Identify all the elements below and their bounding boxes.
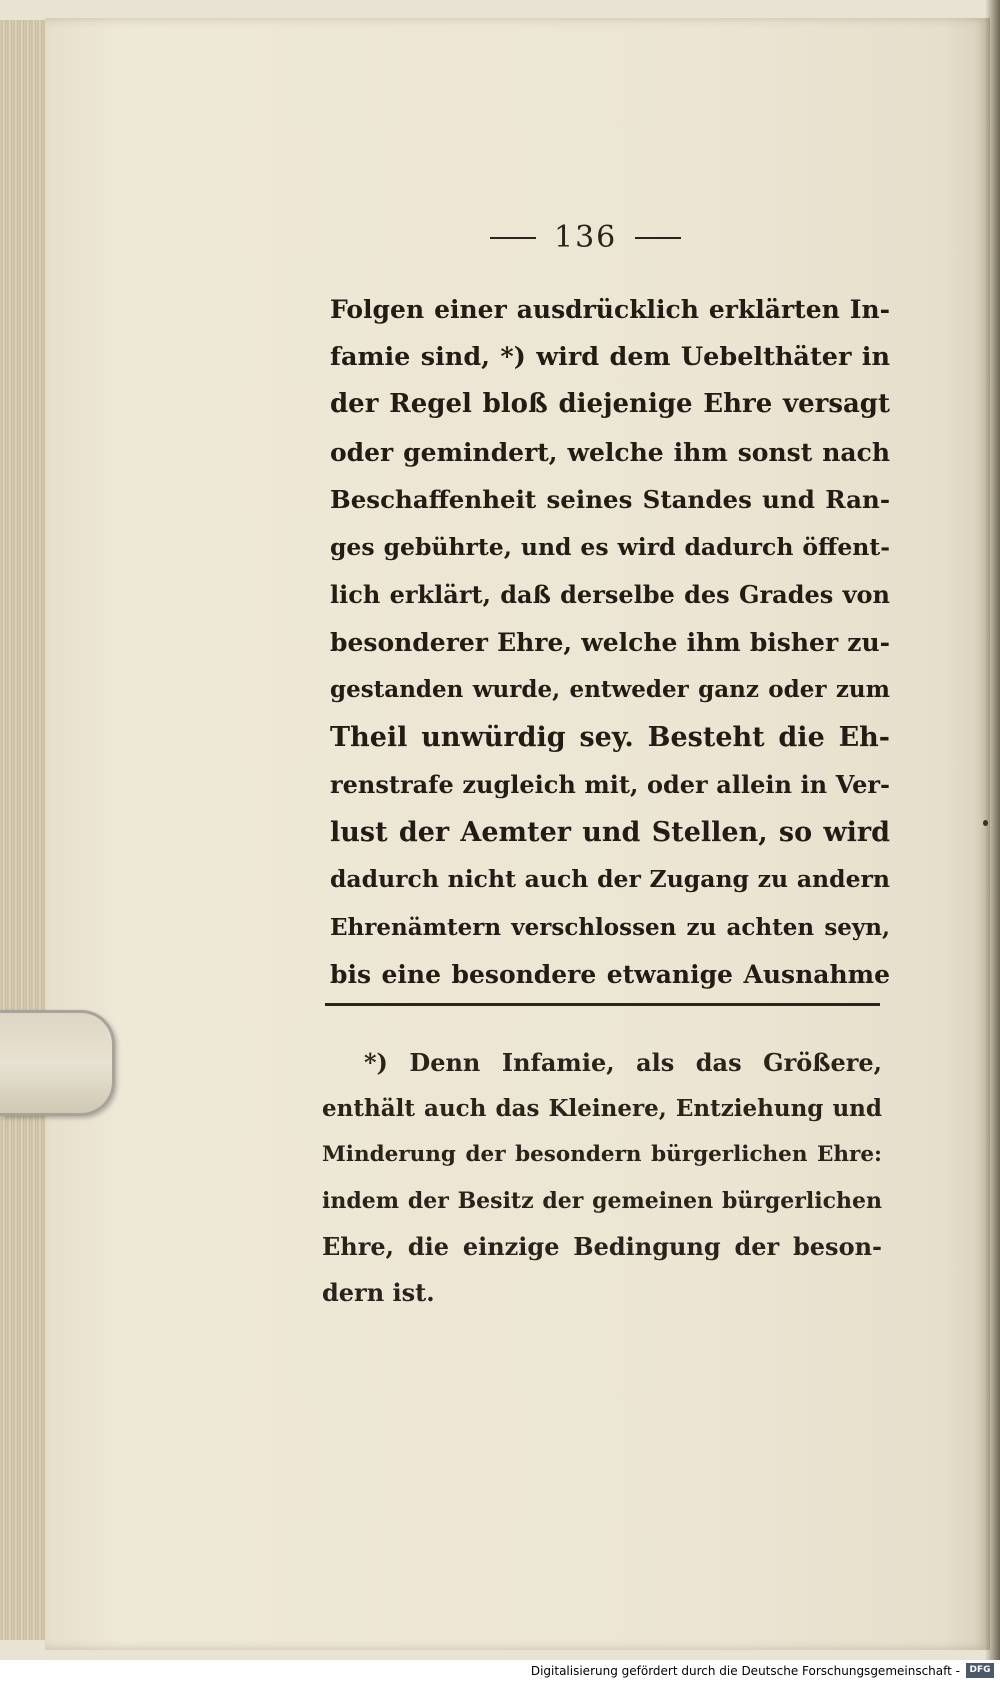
body-line: bis eine besondere etwanige Ausnahme bbox=[330, 960, 890, 989]
gutter-shadow bbox=[985, 0, 1000, 1660]
body-line: lich erklärt, daß derselbe des Grades von bbox=[330, 580, 890, 609]
dfg-logo-icon: DFG bbox=[966, 1663, 994, 1678]
body-line: renstrafe zugleich mit, oder allein in Ver- bbox=[330, 770, 890, 799]
footnote-line: *) Denn Infamie, als das Größere, bbox=[364, 1048, 882, 1077]
body-line: Beschaffenheit seines Standes und Ran- bbox=[330, 485, 890, 514]
body-text bbox=[330, 286, 890, 999]
body-line: oder gemindert, welche ihm sonst nach bbox=[330, 437, 890, 467]
footnote-line: Minderung der besondern bürgerlichen Ehre: bbox=[322, 1142, 882, 1167]
page-number bbox=[490, 220, 730, 255]
ink-speck bbox=[983, 820, 988, 826]
body-line: Folgen einer ausdrücklich erklärten In- bbox=[330, 295, 890, 324]
body-line: dadurch nicht auch der Zugang zu andern bbox=[330, 865, 890, 893]
body-line: Ehrenämtern verschlossen zu achten seyn, bbox=[330, 913, 890, 941]
body-line: ges gebührte, und es wird dadurch öffent- bbox=[330, 532, 890, 561]
body-line: gestanden wurde, entweder ganz oder zum bbox=[330, 676, 890, 703]
credit-bar bbox=[0, 1660, 1000, 1685]
body-line: besonderer Ehre, welche ihm bisher zu- bbox=[330, 627, 890, 657]
footnote-line: dern ist. bbox=[322, 1278, 435, 1307]
page-number-dash-right bbox=[635, 237, 681, 239]
footnote-line: Ehre, die einzige Bedingung der beson- bbox=[322, 1232, 882, 1261]
book-page-edges bbox=[0, 20, 46, 1640]
footnote bbox=[322, 1040, 882, 1316]
digitization-credit: Digitalisierung gefördert durch die Deutsche Forschungsgemeinschaft - bbox=[530, 1664, 960, 1678]
body-line: Theil unwürdig sey. Besteht die Eh- bbox=[330, 721, 890, 753]
footnote-line: indem der Besitz der gemeinen bürgerlichen bbox=[322, 1188, 882, 1214]
footnote-rule bbox=[325, 1003, 880, 1006]
footnote-line: enthält auch das Kleinere, Entziehung und bbox=[322, 1095, 882, 1122]
body-line: lust der Aemter und Stellen, so wird bbox=[330, 816, 890, 848]
page-clip bbox=[0, 1010, 115, 1116]
page-number-value: 136 bbox=[554, 220, 618, 255]
body-line: famie sind, *) wird dem Uebelthäter in bbox=[330, 341, 890, 372]
page-number-dash-left bbox=[490, 237, 536, 239]
body-line: der Regel bloß diejenige Ehre versagt bbox=[330, 389, 890, 419]
